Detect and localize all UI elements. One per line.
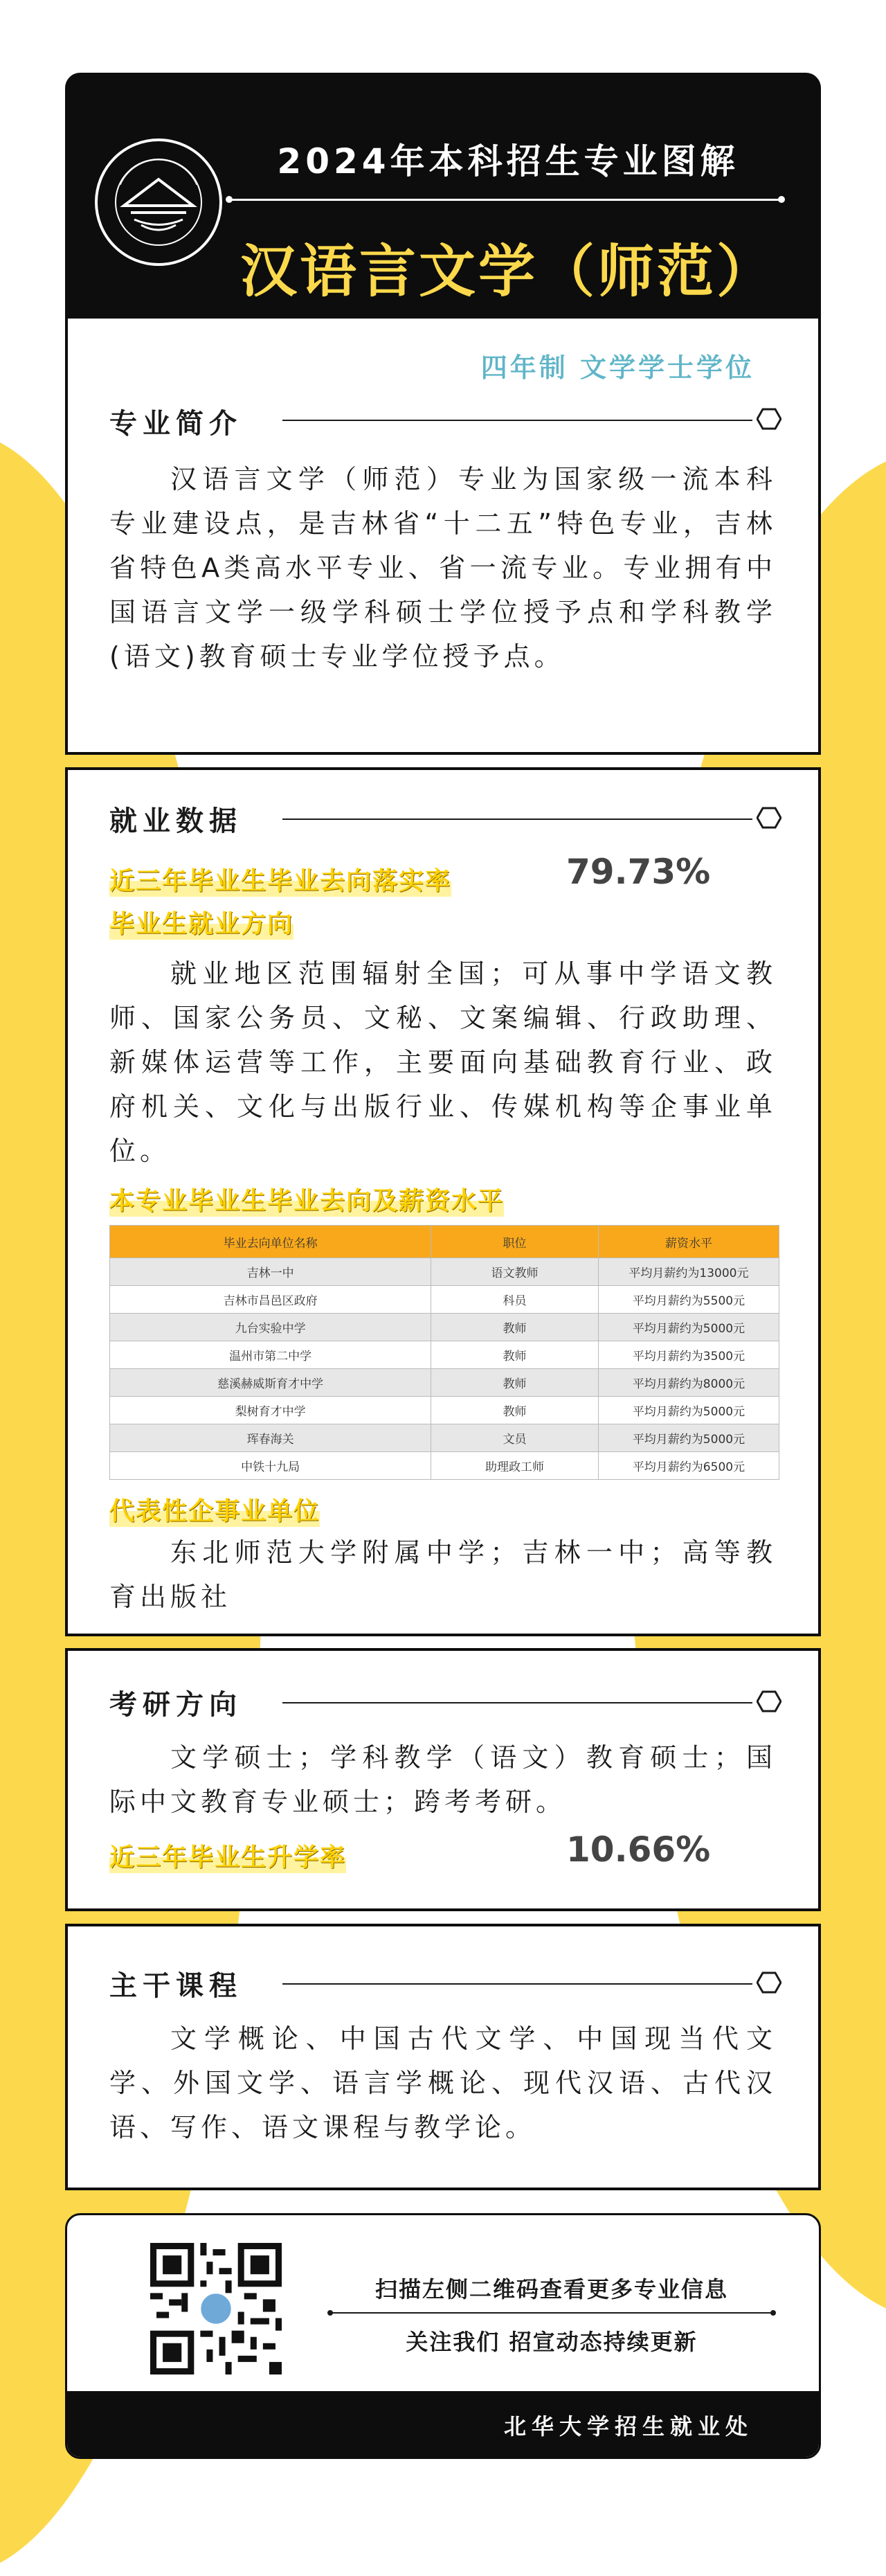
postgrad-rate-value: 10.66% [566, 1830, 711, 1870]
table-header-cell: 薪资水平 [598, 1226, 779, 1258]
table-cell: 平均月薪约为5000元 [598, 1424, 779, 1452]
table-cell: 助理政工师 [431, 1452, 599, 1480]
salary-section-label: 本专业毕业生毕业去向及薪资水平 [109, 1181, 504, 1217]
table-row [110, 1258, 779, 1286]
table-row [110, 1424, 779, 1452]
footer-scan-text: 扫描左侧二维码查看更多专业信息 [374, 2276, 728, 2302]
table-cell: 梨树育才中学 [110, 1397, 431, 1424]
footer-follow-text: 关注我们 招宣动态持续更新 [406, 2329, 698, 2355]
table-cell: 慈溪赫威斯育才中学 [110, 1369, 431, 1397]
table-row [110, 1341, 779, 1369]
table-cell: 科员 [431, 1286, 599, 1314]
table-cell: 温州市第二中学 [110, 1341, 431, 1369]
intro-text: 汉语言文学（师范）专业为国家级一流本科专业建设点，是吉林省“十二五”特色专业，吉林省特色A类高水平专业、省一流专业。专业拥有中国语言文学一级学科硕士学位授予点和学科教学(语文)教育硕士专业学位授予点。 [109, 464, 777, 672]
table-cell: 平均月薪约为13000元 [598, 1258, 779, 1286]
courses-section-title: 主干课程 [109, 1970, 242, 2002]
intro-section-title: 专业简介 [109, 408, 242, 440]
table-cell: 平均月薪约为3500元 [598, 1341, 779, 1369]
table-cell: 教师 [431, 1314, 599, 1341]
table-cell: 珲春海关 [110, 1424, 431, 1452]
hexagon-icon [757, 807, 781, 829]
postgrad-rate-label: 近三年毕业生升学率 [109, 1838, 346, 1873]
employment-rate-label: 近三年毕业生毕业去向落实率 [109, 861, 451, 897]
table-row [110, 1314, 779, 1341]
university-logo-icon [93, 136, 224, 268]
intro-section-divider [282, 420, 752, 421]
table-cell: 语文教师 [431, 1258, 599, 1286]
employment-section-divider [282, 819, 752, 820]
table-header-cell: 职位 [431, 1226, 599, 1258]
hexagon-icon [757, 408, 781, 430]
table-cell: 教师 [431, 1341, 599, 1369]
table-row [110, 1452, 779, 1480]
table-header-row [110, 1226, 779, 1258]
postgrad-text: 文学硕士；学科教学（语文）教育硕士；国际中文教育专业硕士；跨考考研。 [109, 1742, 777, 1817]
postgrad-section-divider [282, 1702, 752, 1703]
table-cell: 中铁十九局 [110, 1452, 431, 1480]
table-cell: 吉林市昌邑区政府 [110, 1286, 431, 1314]
footer-organization: 北华大学招生就业处 [503, 2413, 753, 2440]
degree-info: 四年制 文学学士学位 [480, 352, 754, 383]
courses-card [65, 1924, 821, 2190]
courses-section-divider [282, 1983, 752, 1985]
footer-divider [330, 2312, 773, 2314]
hexagon-icon [757, 1690, 781, 1712]
table-cell: 平均月薪约为5000元 [598, 1314, 779, 1341]
table-cell: 平均月薪约为6500元 [598, 1452, 779, 1480]
representative-units-label: 代表性企事业单位 [109, 1492, 320, 1527]
table-cell: 平均月薪约为5500元 [598, 1286, 779, 1314]
employment-rate-value: 79.73% [566, 852, 711, 892]
header-divider [228, 199, 782, 201]
header-banner [65, 73, 821, 319]
table-header-cell: 毕业去向单位名称 [110, 1226, 431, 1258]
table-cell: 九台实验中学 [110, 1314, 431, 1341]
table-row [110, 1369, 779, 1397]
employment-section-title: 就业数据 [109, 805, 242, 837]
postgrad-section-title: 考研方向 [109, 1689, 242, 1721]
table-cell: 吉林一中 [110, 1258, 431, 1286]
hexagon-icon [757, 1971, 781, 1994]
representative-units-text: 东北师范大学附属中学；吉林一中；高等教育出版社 [109, 1537, 777, 1612]
employment-card [65, 767, 821, 1636]
table-cell: 平均月薪约为8000元 [598, 1369, 779, 1397]
table-row [110, 1286, 779, 1314]
table-cell: 文员 [431, 1424, 599, 1452]
footer-bar [67, 2391, 819, 2457]
major-name: 汉语言文学（师范） [239, 239, 776, 305]
table-cell: 教师 [431, 1369, 599, 1397]
employment-direction-label: 毕业生就业方向 [109, 904, 293, 940]
table-cell: 教师 [431, 1397, 599, 1424]
footer-card [65, 2213, 821, 2459]
table-row [110, 1397, 779, 1424]
page-title: 2024年本科招生专业图解 [277, 141, 739, 181]
intro-card [65, 319, 821, 755]
employment-direction-text: 就业地区范围辐射全国；可从事中学语文教师、国家公务员、文秘、文案编辑、行政助理、新媒体运营等工作，主要面向基础教育行业、政府机关、文化与出版行业、传媒机构等企事业单位。 [109, 958, 777, 1166]
table-cell: 平均月薪约为5000元 [598, 1397, 779, 1424]
employment-salary-table [109, 1225, 779, 1480]
qr-code-icon[interactable] [150, 2243, 282, 2374]
postgrad-card [65, 1648, 821, 1911]
courses-text: 文学概论、中国古代文学、中国现当代文学、外国文学、语言学概论、现代汉语、古代汉语、写作、语文课程与教学论。 [109, 2023, 777, 2143]
